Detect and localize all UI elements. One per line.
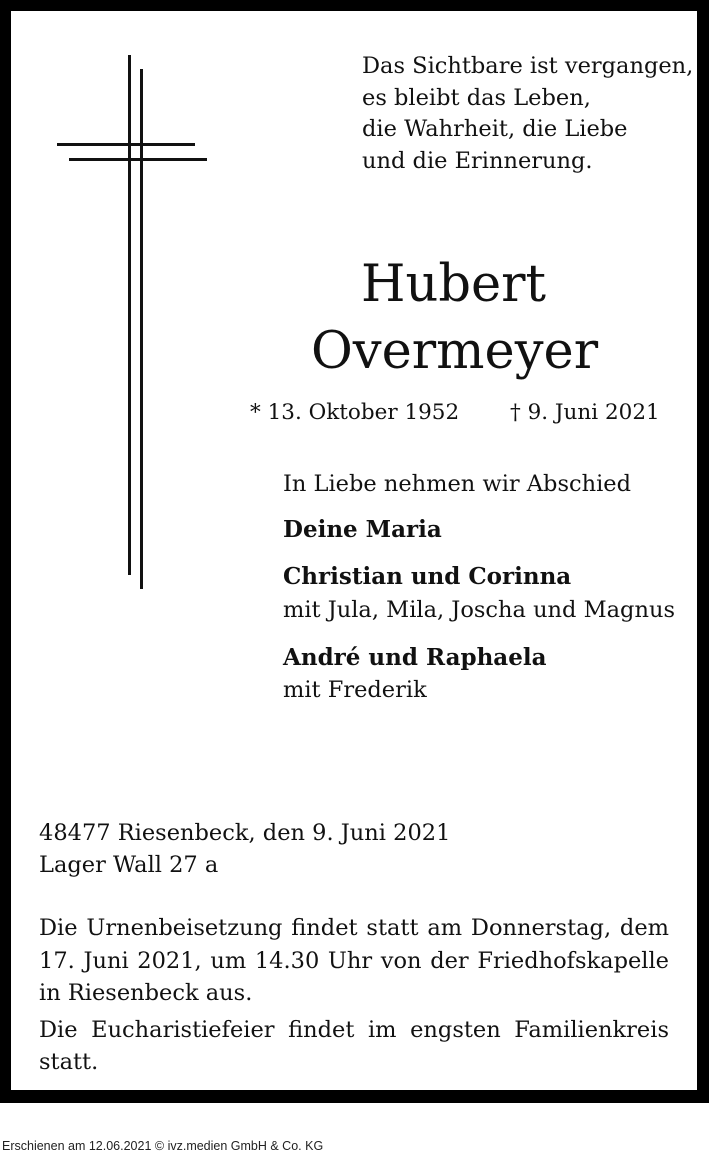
burial-notice: Die Urnenbeisetzung findet statt am Donnerstag, dem 17. Juni 2021, um 14.30 Uhr von der Friedhofskapelle in Riesenbeck aus. — [39, 915, 669, 1006]
mourner-name: Christian und Corinna — [283, 563, 572, 590]
publication-footer: Erschienen am 12.06.2021 © ivz.medien GmbH & Co. KG — [2, 1139, 324, 1153]
birth-date: * 13. Oktober 1952 — [250, 400, 460, 425]
poem-line: die Wahrheit, die Liebe — [362, 116, 628, 142]
deceased-first-name: Hubert — [361, 255, 547, 314]
mourner-name: Deine Maria — [283, 516, 442, 543]
mass-notice: Die Eucharistiefeier findet im engsten Familienkreis statt. — [39, 1016, 669, 1075]
mourner-detail: mit Frederik — [283, 677, 427, 703]
mourner-name: André und Raphaela — [283, 644, 547, 671]
deceased-last-name: Overmeyer — [311, 322, 599, 381]
funeral-notice — [39, 912, 669, 1079]
obituary-card — [11, 11, 697, 1090]
cross-icon — [57, 55, 209, 591]
poem-line: es bleibt das Leben, — [362, 84, 591, 111]
poem — [362, 51, 693, 177]
poem-line: Das Sichtbare ist vergangen, — [362, 53, 694, 79]
street-address: Lager Wall 27 a — [39, 852, 219, 878]
death-date: † 9. Juni 2021 — [510, 400, 660, 425]
mourner-detail: mit Jula, Mila, Joscha und Magnus — [283, 597, 675, 623]
place-date: 48477 Riesenbeck, den 9. Juni 2021 — [39, 820, 451, 846]
poem-line: und die Erinnerung. — [362, 147, 593, 174]
farewell-intro: In Liebe nehmen wir Abschied — [283, 471, 632, 497]
